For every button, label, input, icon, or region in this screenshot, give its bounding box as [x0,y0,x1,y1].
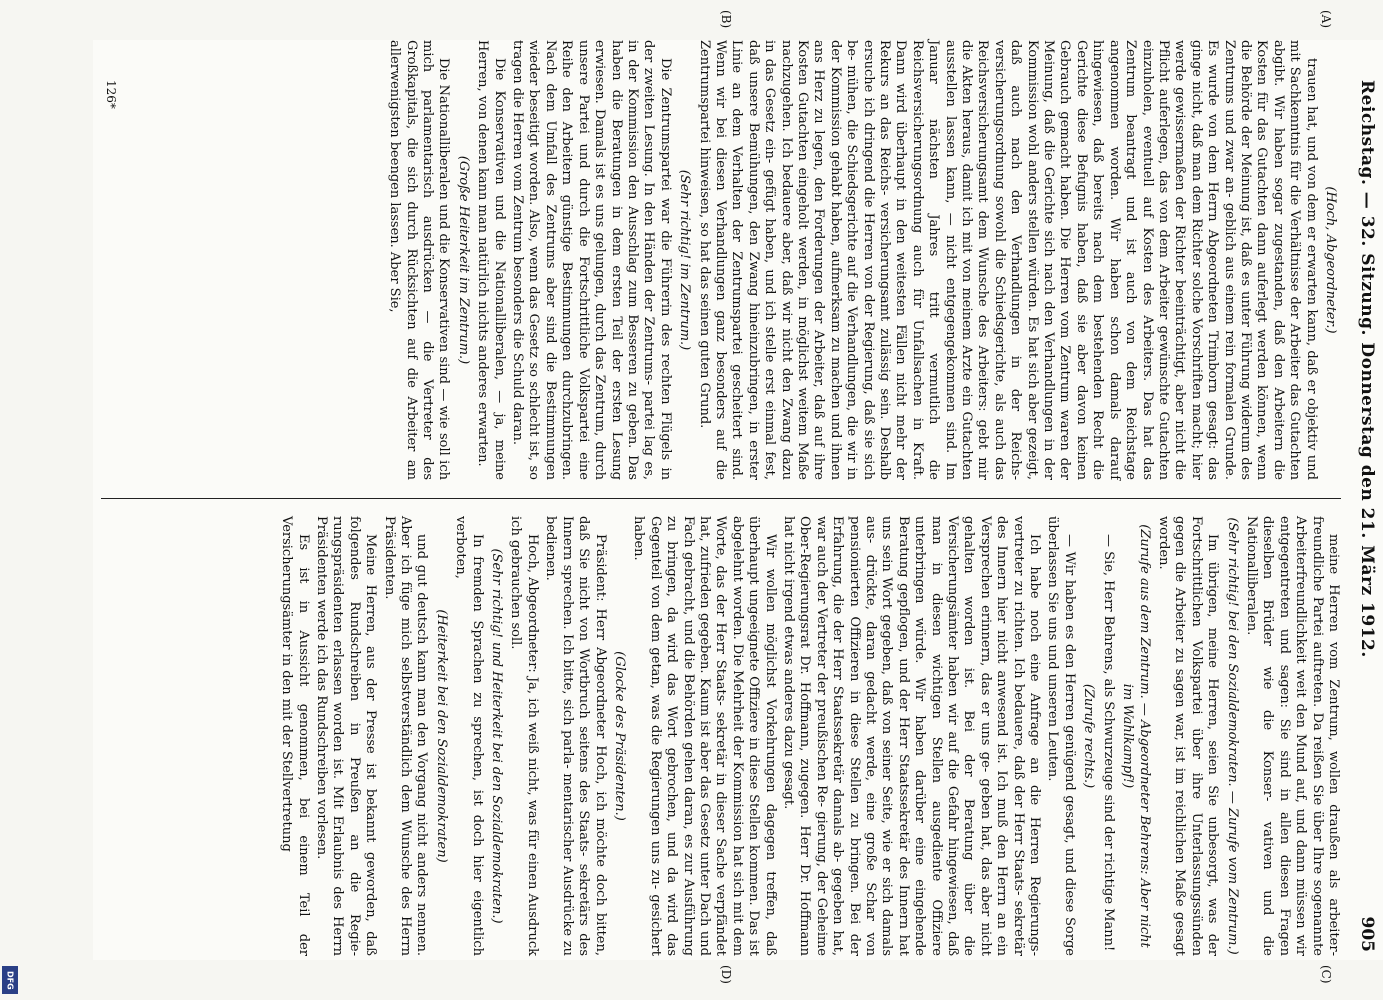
paragraph: In fremden Sprachen zu sprechen, ist doch hier eigentlich verboten, [453,516,485,956]
left-column [384,40,1341,480]
paragraph: — Sie, Herr Behrens, als Schwurzeuge sind der richtige Mann! [1100,534,1116,952]
paragraph: Die Zentrumspartei war die Führerin des rechten Flügels in der zweiten Lesung. In den Händen der Zentrums- partei lag es, in der Kommission den Ausschlag zum Besseren zu geben. Das haben die Beratungen in dem ersten Teil der ersten Lesung erwiesen. Damals ist es uns gelungen, durch das Zentrum, durch unsere Partei und durch die Fortschrittliche Volkspartei eine Reihe den Arbeitern günstige Bestimmungen durchzubringen. Nach dem Umfall des Zentrums aber sind die Bestimmungen wieder beseitigt worden. Also, wenn das Gesetz so schlecht ist, so tragen die Herren vom Zentrum besonders die Schuld daran. [510,40,673,480]
interjection: (Sehr richtig! bei den Sozialdemokraten. — Zurufe vom Zentrum.) [1224,517,1240,955]
paragraph: trauen hat, und von dem er erwarten kann, daß er objektiv und mit Sachkenntnis für die Verhältnisse der Arbeiter das Gutachten abgibt. Wir haben sogar zugestanden, daß den Arbeitern die Kosten für das Gutachten dann auferlegt werden können, wenn die Behörde der Meinung ist, daß es unter Führung widerum des Zentrums und zwar an- geblich aus einem rein formalen Grunde. Es wurde von dem Herrn Abgeordneten Trimborn gesagt: das ginge nicht, daß man dem Richter solche Vorschriften macht; hier werde gewissermaßen der Richter beeinträchtigt, aber nicht die Pflicht auferlegen, das von dem Arbeiter gewünschte Gutachten einzuholen, eventuell auf Kosten des Arbeiters. Das hat das Zentrum beantragt und ist auch von dem Reichstage angenommen worden. Wir haben schon damals darauf hingewiesen, daß bereits nach dem bestehenden Recht die Gerichte diese Befugnis haben, daß sie aber davon keinen Gebrauch gemacht haben. Die Herren vom Zentrum waren der Meinung, daß die Gerichte sich nach den Verhandlungen in der Kommission wohl anders stellen würden. Es hat sich aber gezeigt, daß auch nach den Verhandlungen in der Reichs- versicherungsordnung sowohl die Schiedsgerichte, als auch das Reichsversicherungsamt dem Wunsche des Arbeiters: gebt mir die Akten heraus, damit ich mit von meinem Arzte ein Gutachten ausstellen lassen kann, — nicht entgegengekommen sind. Im Januar nächsten Jahres tritt vermutlich die Reichsversicherungsordnung auch für Unfallsachen in Kraft. Dann wird überhaupt in den weitesten Fällen nicht mehr der Rekurs an das Reichs- versicherungsamt zulässig sein. Deshalb ersuche ich dringend die Herren von der Regierung, daß sie sich be- mühen, die Schiedsgerichte auf die Verhandlungen, die wir in der Kommission gehabt haben, aufmerksam zu machen und ihnen ans Herz zu legen, den Forderungen der Arbeiter, daß auf ihre Kosten Gutachten eingeholt werden, in möglichst weitem Maße nachzugehen. Ich bedauere aber, daß wir nicht den Zwang dazu in das Gesetz ein- gefügt haben, und ich stelle erst einmal fest, daß unsere Bemühungen, den Zwang hineinzubringen, in erster Linie an dem Verhalten der Zentrumspartei gescheitert sind. Wenn wir bei diesen Verhandlungen ganz besonders auf die Zentrumspartei hinweisen, so hat das seinen guten Grund. [696,40,1319,480]
paragraph: — Wir haben es den Herren genügend gesagt, und diese Sorge überlassen Sie uns und unseren Leuten. [1045,516,1077,956]
interjection: (Glocke des Präsidenten.) [611,651,627,821]
header-title: Reichstag. — 32. Sitzung. Donnerstag den 21. März 1912. [1357,80,1377,658]
paragraph: und gut deutsch kann man den Vorgang nicht anders nennen. Aber ich füge mich selbstverständlich dem Wunsche des Herrn Präsidenten. [381,516,430,956]
rotated-page [93,10,1383,984]
page-number: 905 [1357,916,1377,952]
interjection: (Zurufe aus dem Zentrum. — Abgeordneter Behrens: Aber nicht im Wahlkampf!) [1120,524,1152,948]
right-column [276,516,1341,956]
margin-letter-c: (C) [1319,965,1333,984]
paragraph: Präsident: Herr Abgeordneter Hoch, ich möchte doch bitten, daß Sie nicht von Wortbruch seitens des Staats- sekretärs des Innern sprechen. Ich bitte, sich parla- mentarischer Ausdrücke zu bedienen. [543,516,608,956]
interjection: (Sehr richtig! und Heiterkeit bei den Sozialdemokraten.) [489,548,505,924]
paragraph: Es ist in Aussicht genommen, bei einem Teil der Versicherungsämter in den mit der Stellvertretung [279,516,311,956]
paragraph: Die Nationalliberalen und die Konservativen sind — wie soll ich mich parlamentarisch ausdrücken — die Vertreter des Großkapitals, die sich durch Rücksichten auf die Arbeiter am allerwenigsten beengen lassen. Aber Sie, [387,40,452,480]
paragraph: Hoch, Abgeordneter: Ja, ich weiß nicht, was für einen Ausdruck ich gebrauchen soll. [508,516,540,956]
page-header [1351,40,1383,960]
paragraph: Wir wollen möglichst Vorkehrungen dagegen treffen, daß überhaupt ungeeignete Offiziere in diese Stellen kommen. Das ist abgelehnt worden. Die Mehrheit der Kommission hat sich mit dem Worte, das der Herr Staats- sekretär in dieser Sache verpfändet hat, zufrieden gegeben. Kaum ist aber das Gesetz unter Dach und Fach gebracht, und die Behörden gehen daran, es zur Ausführung zu bringen, da wird das Wort gebrochen, und da wird das Gegenteil von dem getan, was die Regierungen uns zu- gesichert haben. [631,516,778,956]
sheet-mark: 126* [104,80,118,109]
column-divider [101,498,1341,499]
speaker-line: (Hoch, Abgeordneter.) [1323,186,1338,334]
dfg-logo-icon: DFG [2,966,18,994]
interjection: (Sehr richtig! im Zentrum.) [677,169,693,351]
paragraph: Ich habe noch eine Anfrage an die Herren Regierungs- vertreter zu richten. Ich bedauere, daß der Herr Staats- sekretär des Innern hier nicht anwesend ist. Ich muß den Herrn an ein Versprechen erinnern, das er uns ge- geben hat, das aber nicht gehalten worden ist. Bei der Beratung über die Versicherungsämter haben wir auf die Gefahr hingewiesen, daß man in diesen wichtigen Stellen ausgediente Offiziere unterbringen würde. Wir haben darüber eine eingehende Beratung gepflogen, und der Herr Staatssekretär des Innern hat uns sein Wort gegeben, daß von seiner Seite, wie er sich damals aus- drückte, daran gedacht werde, eine große Schar von pensionierten Offizieren in diese Stellen zu bringen. Bei der Erfahrung, die der Herr Staatssekretär damals ab- gegeben hat, war auch der Vertreter der preußischen Re- gierung, der Geheime Ober-Regierungsrat Dr. Hoffmann, zugegen. Herr Dr. Hoffmann hat nicht irgend etwas anderes dazu gesagt. [781,516,1043,956]
paragraph: Die Konservativen und die Nationalliberalen, — ja, meine Herren, von denen kann man natürlich nichts anderes erwarten. [475,40,507,480]
interjection: (Zurufe rechts.) [1081,683,1097,789]
margin-letter-a: (A) [1319,10,1333,29]
interjection: (Heiterkeit bei den Sozialdemokraten) [433,609,449,863]
paragraph: meine Herren vom Zentrum, wollen draußen als arbeiter- freundliche Partei auftreten. Da reißen Sie über Ihre sogenannte Arbeiterfreundlichkeit weit den Mund auf, und dann müssen wir entgegentreten und sagen: Sie sind in allen diesen Fragen dieselben Brüder wie die Konser- vativen und die Nationalliberalen. [1243,516,1341,956]
margin-letter-d: (D) [719,965,733,984]
paragraph: Im übrigen, meine Herren, seien Sie unbesorgt, was der Fortschrittlichen Volkspartei über ihre Unterlassungssünden gegen die Arbeiter zu sagen war, ist im reichlichen Maße gesagt worden. [1155,516,1221,956]
interjection: (Große Heiterkeit im Zentrum.) [455,155,471,365]
margin-letter-b: (B) [719,10,733,29]
paragraph: Meine Herren, aus der Presse ist bekannt geworden, daß folgendes Rundschreiben in Preußen an die Regie- rungspräsidenten erlassen worden ist. Mit Erlaubnis des Herrn Präsidenten werde ich das Rundschreiben vorlesen. [314,516,379,956]
digitization-credit [0,0,20,1000]
